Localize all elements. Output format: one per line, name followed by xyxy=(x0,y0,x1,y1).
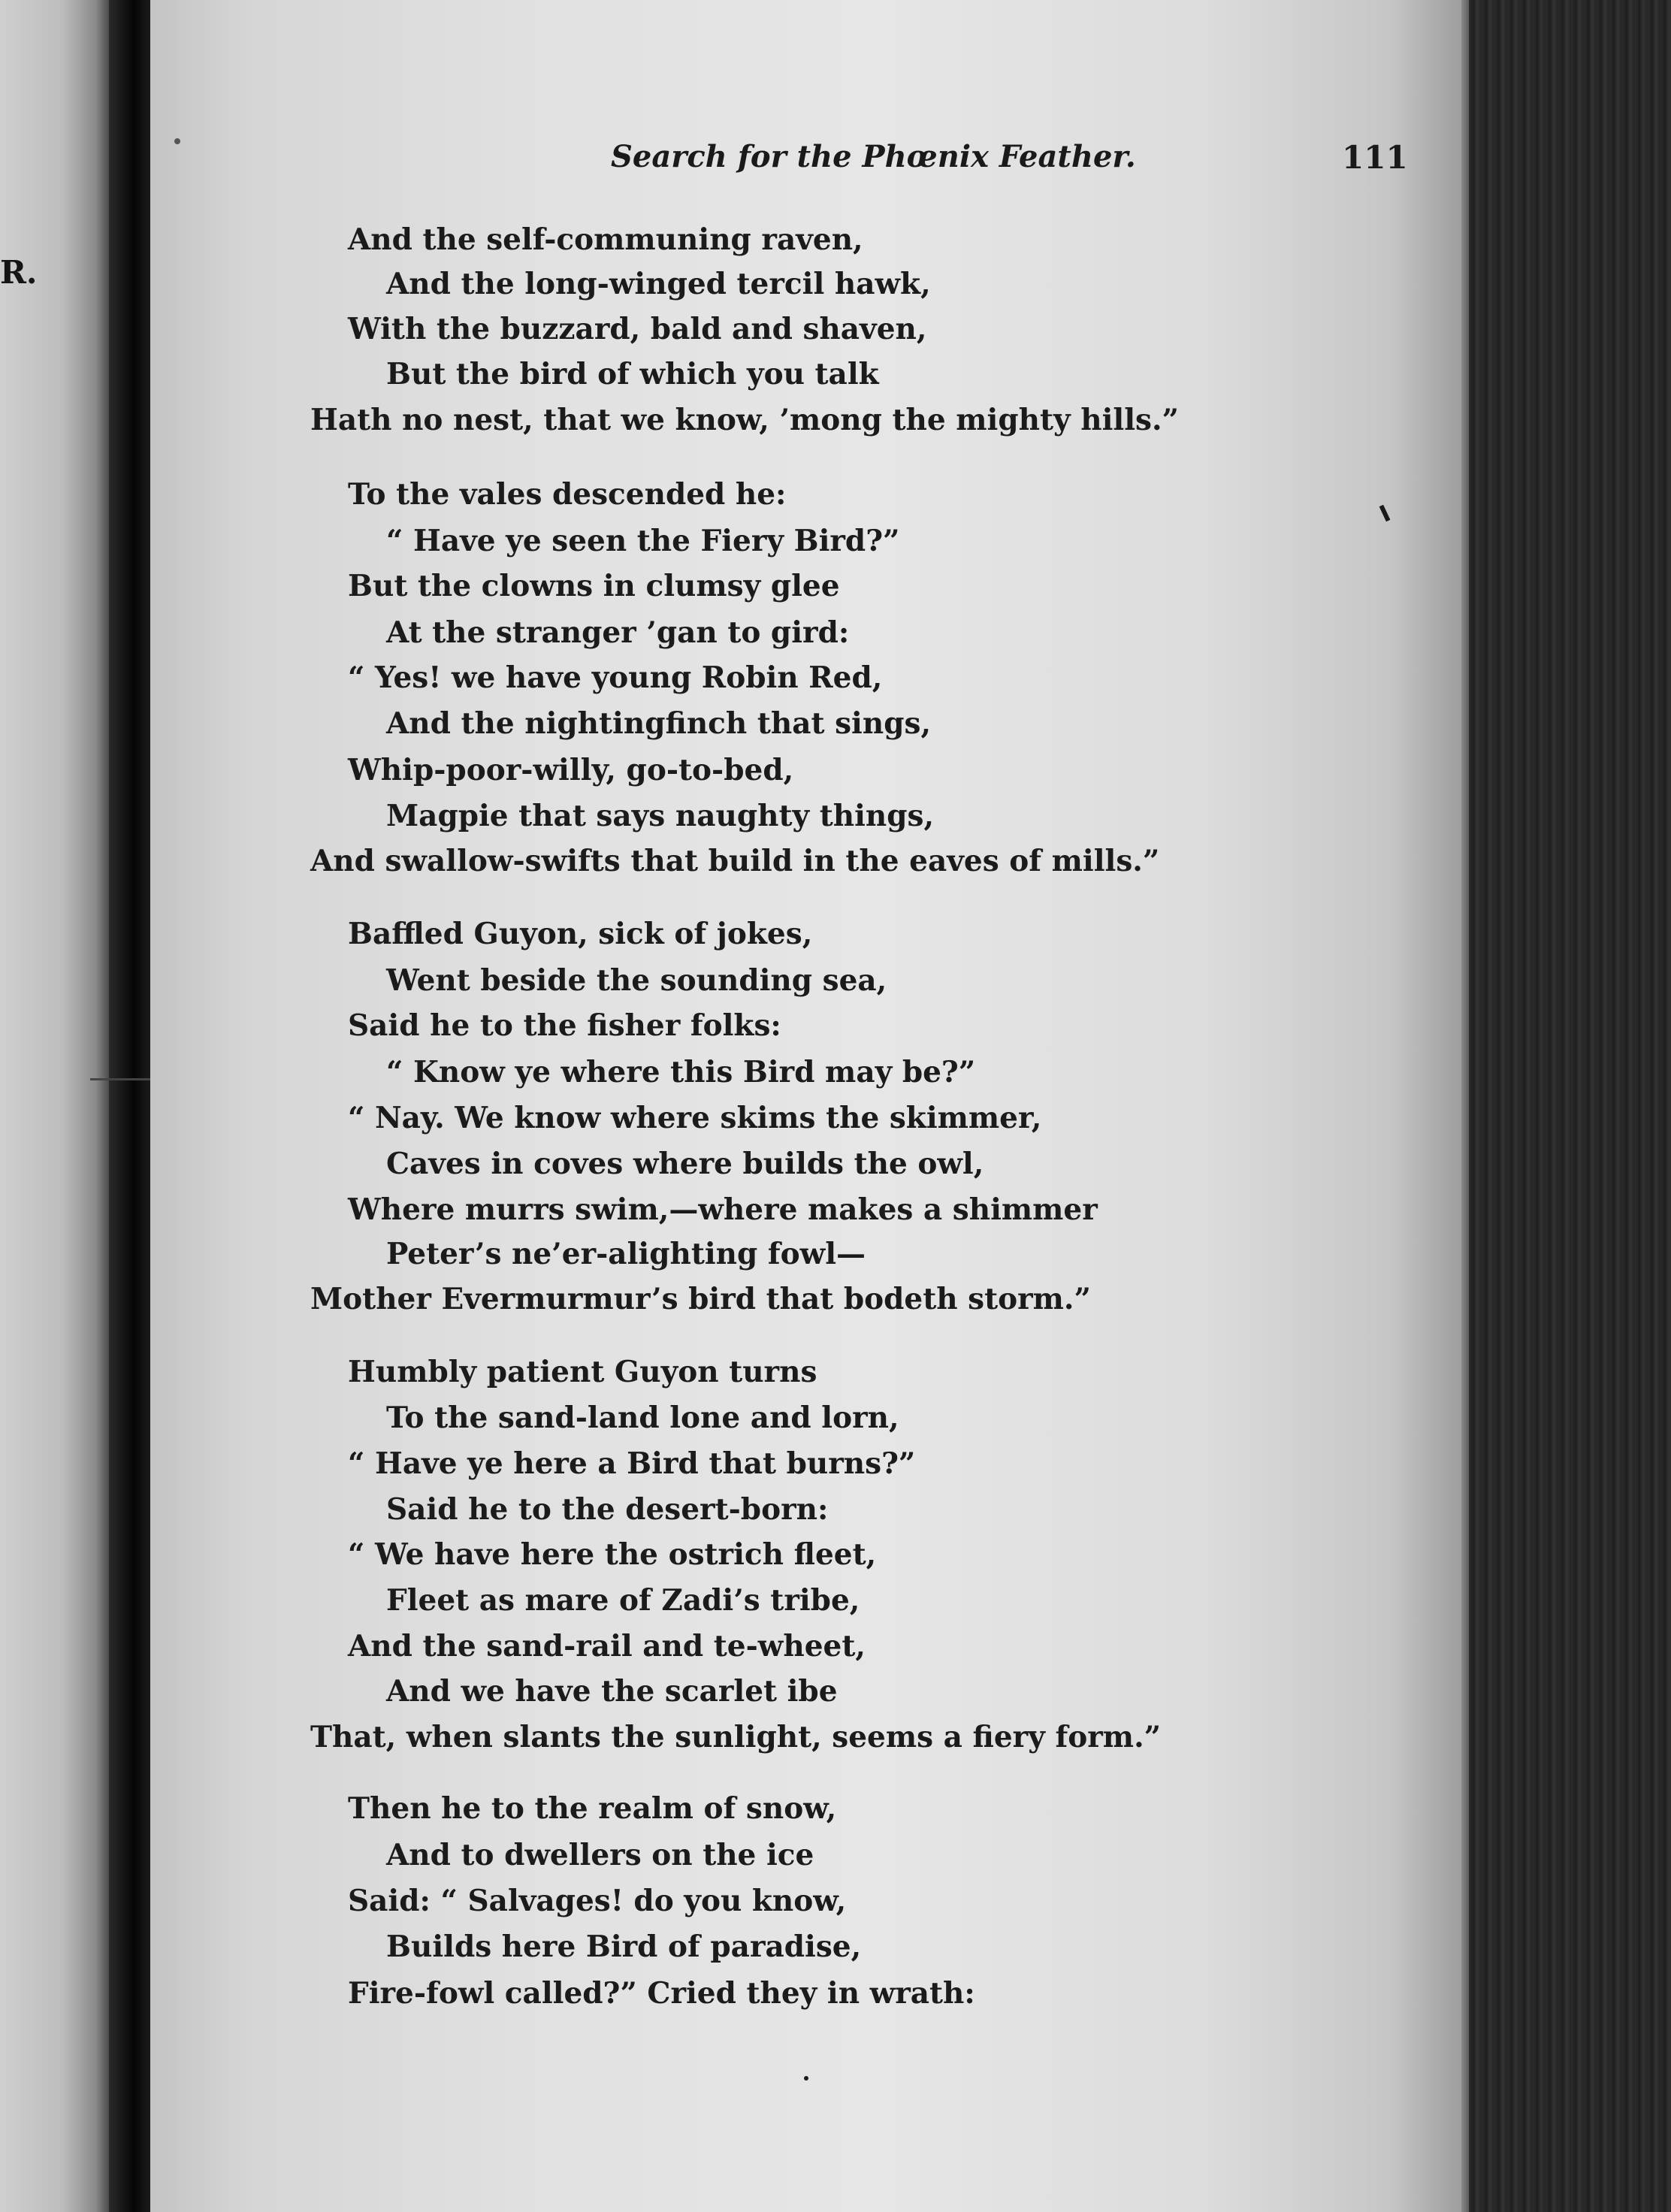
poem-line: “ We have here the ostrich fleet, xyxy=(348,1537,877,1572)
poem-line: And the sand-rail and te-wheet, xyxy=(348,1629,866,1664)
poem-line: At the stranger ’gan to gird: xyxy=(386,615,850,650)
poem-line: To the sand-land lone and lorn, xyxy=(386,1401,899,1435)
poem-line: Said he to the desert-born: xyxy=(386,1492,829,1527)
poem-line: Mother Evermurmur’s bird that bodeth storm.” xyxy=(310,1282,1091,1316)
poem-line: With the buzzard, bald and shaven, xyxy=(348,312,927,346)
poem-line: To the vales descended he: xyxy=(348,477,787,512)
poem-line: “ Nay. We know where skims the skimmer, xyxy=(348,1101,1042,1135)
poem-line: Whip-poor-willy, go-to-bed, xyxy=(348,753,794,787)
poem-line: Where murrs swim,—where makes a shimmer xyxy=(348,1192,1098,1227)
book-cover-edge xyxy=(1469,0,1671,2212)
poem-line: Caves in coves where builds the owl, xyxy=(386,1147,984,1181)
book-gutter xyxy=(109,0,150,2212)
poem-line: And the long-winged tercil hawk, xyxy=(386,267,931,301)
poem-text xyxy=(150,0,1469,2212)
poem-line: And the nightingfinch that sings, xyxy=(386,706,932,741)
poem-line: That, when slants the sunlight, seems a fiery form.” xyxy=(310,1720,1162,1754)
poem-line: But the bird of which you talk xyxy=(386,357,879,391)
poem-line: “ Yes! we have young Robin Red, xyxy=(348,660,883,695)
facing-page-text-fragment: R. xyxy=(0,254,38,291)
poem-line: Builds here Bird of paradise, xyxy=(386,1929,862,1964)
poem-line: And we have the scarlet ibe xyxy=(386,1674,838,1709)
running-title: Search for the Phœnix Feather. xyxy=(611,139,1136,174)
poem-line: “ Have ye here a Bird that burns?” xyxy=(348,1446,916,1481)
poem-line: Baffled Guyon, sick of jokes, xyxy=(348,917,813,951)
book-page xyxy=(150,0,1469,2212)
page-number: 111 xyxy=(1342,139,1408,176)
scan-speck xyxy=(174,138,180,144)
poem-line: Fleet as mare of Zadi’s tribe, xyxy=(386,1583,860,1618)
poem-line: Went beside the sounding sea, xyxy=(386,963,887,998)
poem-line: “ Know ye where this Bird may be?” xyxy=(386,1055,976,1089)
poem-line: Said: “ Salvages! do you know, xyxy=(348,1884,847,1918)
poem-line: Magpie that says naughty things, xyxy=(386,799,935,833)
poem-line: And swallow-swifts that build in the eaves of mills.” xyxy=(310,844,1160,878)
scan-speck xyxy=(90,1078,150,1080)
poem-line: And the self-communing raven, xyxy=(348,222,863,257)
poem-line: Fire-fowl called?” Cried they in wrath: xyxy=(348,1976,975,2011)
poem-line: Peter’s ne’er-alighting fowl— xyxy=(386,1237,866,1271)
poem-line: Then he to the realm of snow, xyxy=(348,1791,837,1826)
scan-speck xyxy=(804,2076,808,2081)
poem-line: Said he to the fisher folks: xyxy=(348,1008,781,1043)
poem-line: But the clowns in clumsy glee xyxy=(348,569,840,603)
poem-line: Hath no nest, that we know, ’mong the mighty hills.” xyxy=(310,403,1179,437)
poem-line: Humbly patient Guyon turns xyxy=(348,1355,817,1389)
facing-page-edge xyxy=(0,0,113,2212)
poem-line: “ Have ye seen the Fiery Bird?” xyxy=(386,524,900,558)
poem-line: And to dwellers on the ice xyxy=(386,1838,814,1872)
